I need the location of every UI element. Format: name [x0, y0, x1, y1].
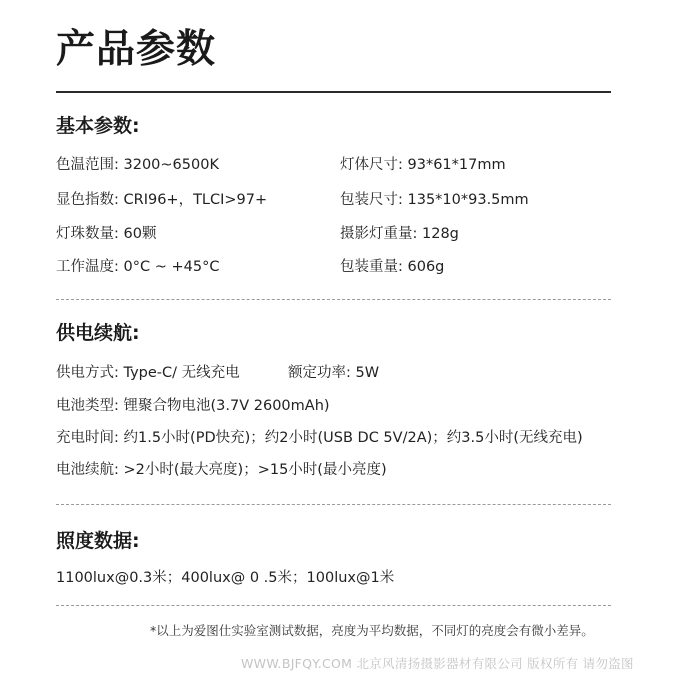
spec-row-battery-type [56, 399, 330, 414]
spec-value: 135*10*93.5mm [407, 192, 529, 208]
illuminance-values: 1100lux@0.3米；400lux@ 0 .5米；100lux@1米 [56, 570, 395, 586]
spec-row-operating-temp [56, 260, 219, 275]
spec-label: 电池类型: [56, 398, 119, 414]
spec-row-body-size [340, 158, 506, 173]
spec-row-power-supply [56, 366, 240, 381]
spec-value: >2小时(最大亮度)；>15小时(最小亮度) [123, 462, 387, 478]
spec-label: 显色指数: [56, 192, 119, 208]
spec-label: 包装尺寸: [340, 192, 403, 208]
spec-label: 摄影灯重量: [340, 226, 418, 242]
spec-row-rated-power [288, 366, 379, 381]
spec-row-light-weight [340, 227, 459, 242]
spec-value: 606g [407, 259, 445, 275]
spec-label: 供电方式: [56, 365, 119, 381]
spec-value: 0°C ~ +45°C [123, 259, 220, 275]
spec-row-color-temp [56, 158, 219, 173]
section-divider [56, 504, 611, 505]
spec-label: 灯体尺寸: [340, 157, 403, 173]
spec-label: 额定功率: [288, 365, 351, 381]
spec-row-led-count [56, 227, 156, 242]
watermark-text: WWW.BJFQY.COM 北京风清扬摄影器材有限公司 版权所有 请勿盗图 [241, 656, 634, 671]
spec-row-charge-time [56, 431, 583, 446]
spec-value: 3200~6500K [123, 157, 219, 173]
spec-value: 93*61*17mm [407, 157, 506, 173]
spec-label: 充电时间: [56, 430, 119, 446]
spec-value: 60颗 [123, 226, 157, 242]
spec-value: 约1.5小时(PD快充)；约2小时(USB DC 5V/2A)；约3.5小时(无线充电) [123, 430, 583, 446]
spec-label: 色温范围: [56, 157, 119, 173]
spec-value: Type-C/ 无线充电 [123, 365, 240, 381]
footnote: *以上为爱图仕实验室测试数据，亮度为平均数据，不同灯的亮度会有微小差异。 [150, 623, 594, 638]
spec-label: 包装重量: [340, 259, 403, 275]
spec-row-package-size [340, 193, 529, 208]
section-divider [56, 299, 611, 300]
spec-label: 灯珠数量: [56, 226, 119, 242]
title-divider [56, 91, 611, 93]
section-title-power: 供电续航: [56, 322, 140, 344]
spec-value: 5W [355, 365, 380, 381]
spec-label: 工作温度: [56, 259, 119, 275]
spec-row-cri [56, 193, 267, 208]
spec-value: 128g [422, 226, 459, 242]
spec-value: 锂聚合物电池(3.7V 2600mAh) [123, 398, 330, 414]
section-title-illuminance: 照度数据: [56, 530, 140, 552]
section-title-basic: 基本参数: [56, 115, 140, 137]
section-divider [56, 605, 611, 606]
spec-row-package-weight [340, 260, 444, 275]
spec-label: 电池续航: [56, 462, 119, 478]
page-title: 产品参数 [56, 27, 217, 72]
spec-value: CRI96+，TLCI>97+ [123, 192, 268, 208]
spec-row-battery-life [56, 463, 387, 478]
